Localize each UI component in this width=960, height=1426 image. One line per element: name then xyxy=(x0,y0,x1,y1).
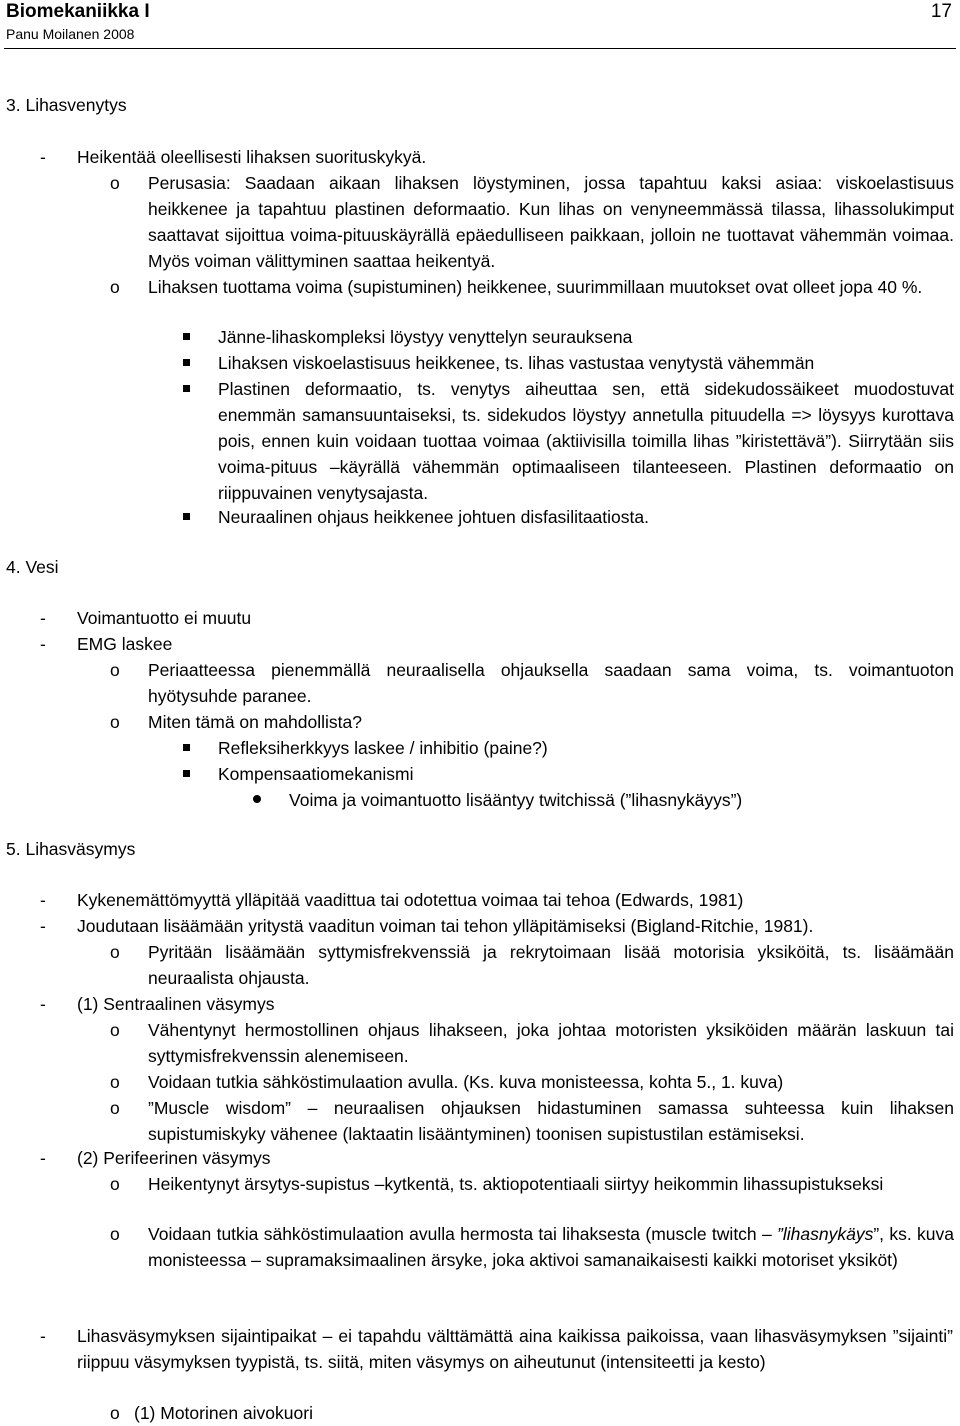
list-item: Lihaksen viskoelastisuus heikkenee, ts. lihas vastustaa venytystä vähemmän xyxy=(218,353,815,373)
square-bullet-icon xyxy=(183,744,190,751)
dash-marker: - xyxy=(40,890,46,910)
section-heading-4: 4. Vesi xyxy=(6,557,59,577)
list-item: Heikentää oleellisesti lihaksen suorituskykyä. xyxy=(77,147,427,167)
list-item: Neuraalinen ohjaus heikkenee johtuen disfasilitaatiosta. xyxy=(218,507,649,527)
list-item: Pyritään lisäämään syttymisfrekvenssiä ja rekrytoimaan lisää motorisia yksiköitä, ts. lisäämään neuraalista ohjausta. xyxy=(148,942,954,988)
circle-marker: o xyxy=(110,712,120,732)
circle-marker: o xyxy=(110,173,120,193)
circle-marker: o xyxy=(110,1072,120,1092)
circle-marker: o xyxy=(110,660,120,680)
list-item: Miten tämä on mahdollista? xyxy=(148,712,362,732)
dash-marker: - xyxy=(40,634,46,654)
circle-marker: o xyxy=(110,277,120,297)
list-item: Refleksiherkkyys laskee / inhibitio (paine?) xyxy=(218,738,548,758)
circle-marker: o xyxy=(110,942,120,962)
page-number: 17 xyxy=(930,1,952,22)
list-item: ”Muscle wisdom” – neuraalisen ohjauksen hidastuminen samassa suhteessa kuin lihaksen supistumiskyky vähenee (laktaatin lisääntyminen) toonisen supistustilan estämiseksi. xyxy=(148,1098,954,1144)
list-item-text: ”, ks. kuva monisteessa – supramaksimaalinen ärsyke, joka aktivoi samanaikaisesti kaikki motoriset yksiköt) xyxy=(148,1224,954,1270)
list-item: (1) Sentraalinen väsymys xyxy=(77,994,275,1014)
section-heading-5: 5. Lihasväsymys xyxy=(6,839,136,859)
list-item: Plastinen deformaatio, ts. venytys aiheuttaa sen, että sidekudossäikeet muodostuvat enemmän samansuuntaiseksi, ts. sidekudos löystyy annetulla pituudella => löysyys kurottava pois, ennen kuin voidaan tuottaa voimaa (aktiivisilla toimilla lihas ”kiristettävä”). Siirrytään siis voima-pituus –käyrällä vähemmän optimaaliseen tilanteeseen. Plastinen deformaatio on riippuvainen venytysajasta. xyxy=(218,379,954,503)
square-bullet-icon xyxy=(183,359,190,366)
dash-marker: - xyxy=(40,608,46,628)
round-bullet-icon xyxy=(253,795,261,803)
circle-marker: o xyxy=(110,1224,120,1244)
list-item: Heikentynyt ärsytys-supistus –kytkentä, ts. aktiopotentiaali siirtyy heikommin lihassupistukseksi xyxy=(148,1174,884,1194)
list-item: Jänne-lihaskompleksi löystyy venyttelyn seurauksena xyxy=(218,327,633,347)
dash-marker: - xyxy=(40,1326,46,1346)
list-item: Perusasia: Saadaan aikaan lihaksen löystyminen, jossa tapahtuu kaksi asiaa: viskoelastisuus heikkenee ja tapahtuu plastinen deformaatio. Kun lihas on venyneemmässä tilassa, lihassolukimput saattavat sijoittua voima-pituuskäyrällä epäedulliseen paikkaan, jolloin ne tuottavat vähemmän voimaa. Myös voiman välittyminen saattaa heikentyä. xyxy=(148,173,954,271)
square-bullet-icon xyxy=(183,333,190,340)
dash-marker: - xyxy=(40,994,46,1014)
list-item: Joudutaan lisäämään yritystä vaaditun voiman tai tehon ylläpitämiseksi (Bigland-Ritchie, 1981). xyxy=(77,916,814,936)
list-item: Kykenemättömyyttä ylläpitää vaadittua tai odotettua voimaa tai tehoa (Edwards, 1981) xyxy=(77,890,744,910)
square-bullet-icon xyxy=(183,513,190,520)
section-heading-3: 3. Lihasvenytys xyxy=(6,95,127,115)
circle-marker: o xyxy=(110,1098,120,1118)
list-item-emphasis: ”lihasnykäys xyxy=(777,1224,874,1244)
list-item: EMG laskee xyxy=(77,634,173,654)
circle-marker: o xyxy=(110,1403,120,1423)
list-item: Lihasväsymyksen sijaintipaikat – ei tapahdu välttämättä aina kaikissa paikoissa, vaan lihasväsymyksen ”sijainti” riippuu väsymyksen tyypistä, ts. siitä, miten väsymys on aiheutunut (intensiteetti ja kesto) xyxy=(77,1326,953,1372)
document-author: Panu Moilanen 2008 xyxy=(6,26,135,42)
dash-marker: - xyxy=(40,1148,46,1168)
list-item: (1) Motorinen aivokuori xyxy=(134,1403,313,1423)
list-item xyxy=(148,1221,954,1273)
circle-marker: o xyxy=(110,1174,120,1194)
list-item: Periaatteessa pienemmällä neuraalisella ohjauksella saadaan sama voima, ts. voimantuoton hyötysuhde paranee. xyxy=(148,660,954,706)
square-bullet-icon xyxy=(183,385,190,392)
square-bullet-icon xyxy=(183,770,190,777)
list-item: Voidaan tutkia sähköstimulaation avulla. (Ks. kuva monisteessa, kohta 5., 1. kuva) xyxy=(148,1072,784,1092)
dash-marker: - xyxy=(40,916,46,936)
list-item: Lihaksen tuottama voima (supistuminen) heikkenee, suurimmillaan muutokset ovat olleet jopa 40 %. xyxy=(148,277,923,297)
list-item: Kompensaatiomekanismi xyxy=(218,764,414,784)
dash-marker: - xyxy=(40,147,46,167)
circle-marker: o xyxy=(110,1020,120,1040)
list-item: Voima ja voimantuotto lisääntyy twitchissä (”lihasnykäyys”) xyxy=(289,790,743,810)
list-item: Voimantuotto ei muutu xyxy=(77,608,252,628)
document-title: Biomekaniikka I xyxy=(6,1,150,22)
list-item: Vähentynyt hermostollinen ohjaus lihakseen, joka johtaa motoristen yksiköiden määrän laskuun tai syttymisfrekvenssin alenemiseen. xyxy=(148,1020,954,1066)
list-item: (2) Perifeerinen väsymys xyxy=(77,1148,271,1168)
list-item-text: Voidaan tutkia sähköstimulaation avulla hermosta tai lihaksesta (muscle twitch – xyxy=(148,1224,778,1244)
header-divider xyxy=(4,48,956,49)
